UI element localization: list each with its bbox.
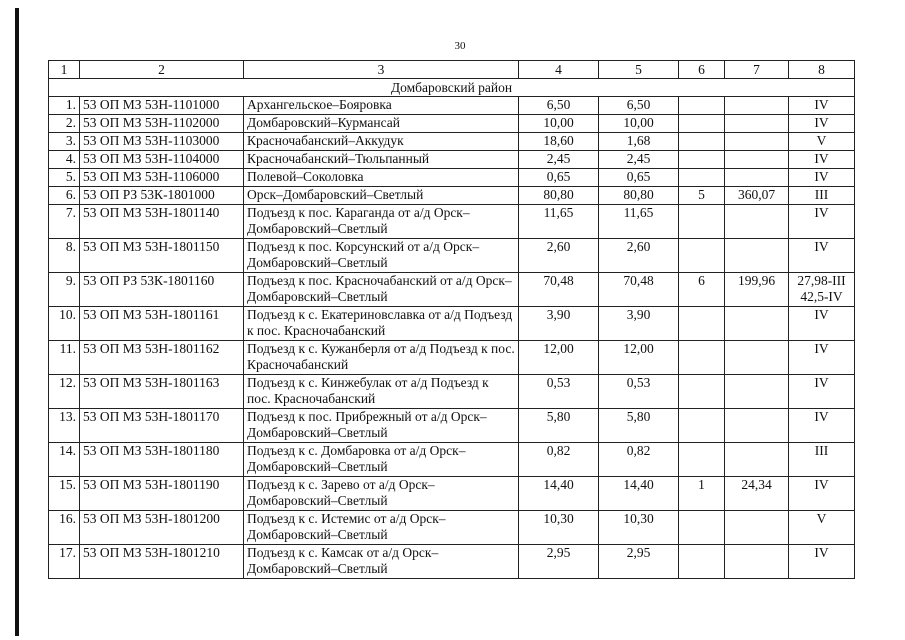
road-code: 53 ОП МЗ 53Н-1103000 [80, 133, 244, 151]
count-col6 [679, 151, 725, 169]
district-title: Домбаровский район [49, 79, 855, 97]
length-total: 0,82 [519, 443, 599, 477]
road-name: Подъезд к с. Домбаровка от а/д Орск–Домбаровский–Светлый [244, 443, 519, 477]
road-name: Полевой–Соколовка [244, 169, 519, 187]
road-code: 53 ОП РЗ 53К-1801160 [80, 273, 244, 307]
road-category: III [789, 443, 855, 477]
count-col6 [679, 133, 725, 151]
row-number: 9. [49, 273, 80, 307]
row-number: 11. [49, 341, 80, 375]
road-category: IV [789, 477, 855, 511]
row-number: 17. [49, 545, 80, 579]
length-col5: 14,40 [599, 477, 679, 511]
road-category: IV [789, 375, 855, 409]
page-number: 30 [454, 40, 466, 52]
length-col5: 2,95 [599, 545, 679, 579]
length-col7 [725, 169, 789, 187]
road-name: Орск–Домбаровский–Светлый [244, 187, 519, 205]
table-row [49, 443, 855, 477]
length-total: 0,53 [519, 375, 599, 409]
road-category: IV [789, 239, 855, 273]
count-col6 [679, 409, 725, 443]
length-col5: 6,50 [599, 97, 679, 115]
road-name: Красночабанский–Аккудук [244, 133, 519, 151]
length-total: 3,90 [519, 307, 599, 341]
header-cell: 6 [679, 61, 725, 79]
length-total: 14,40 [519, 477, 599, 511]
length-col7: 24,34 [725, 477, 789, 511]
length-total: 2,60 [519, 239, 599, 273]
table-row [49, 133, 855, 151]
row-number: 1. [49, 97, 80, 115]
table-row [49, 375, 855, 409]
count-col6 [679, 511, 725, 545]
count-col6 [679, 307, 725, 341]
length-col5: 10,30 [599, 511, 679, 545]
row-number: 13. [49, 409, 80, 443]
count-col6 [679, 375, 725, 409]
length-col7 [725, 511, 789, 545]
length-total: 10,00 [519, 115, 599, 133]
road-category: IV [789, 115, 855, 133]
length-col7 [725, 375, 789, 409]
road-name: Подъезд к с. Екатериновславка от а/д Подъезд к пос. Красночабанский [244, 307, 519, 341]
road-code: 53 ОП МЗ 53Н-1801170 [80, 409, 244, 443]
length-col5: 0,53 [599, 375, 679, 409]
road-code: 53 ОП МЗ 53Н-1801161 [80, 307, 244, 341]
length-col5: 5,80 [599, 409, 679, 443]
road-name: Подъезд к пос. Корсунский от а/д Орск–Домбаровский–Светлый [244, 239, 519, 273]
road-code: 53 ОП МЗ 53Н-1801200 [80, 511, 244, 545]
row-number: 4. [49, 151, 80, 169]
header-cell: 8 [789, 61, 855, 79]
road-name: Домбаровский–Курмансай [244, 115, 519, 133]
length-total: 2,95 [519, 545, 599, 579]
count-col6 [679, 169, 725, 187]
road-name: Подъезд к пос. Прибрежный от а/д Орск–Домбаровский–Светлый [244, 409, 519, 443]
road-category: IV [789, 409, 855, 443]
road-code: 53 ОП МЗ 53Н-1106000 [80, 169, 244, 187]
road-name: Подъезд к пос. Красночабанский от а/д Орск–Домбаровский–Светлый [244, 273, 519, 307]
road-code: 53 ОП МЗ 53Н-1801140 [80, 205, 244, 239]
road-name: Подъезд к с. Камсак от а/д Орск–Домбаровский–Светлый [244, 545, 519, 579]
row-number: 3. [49, 133, 80, 151]
table-row [49, 341, 855, 375]
length-col5: 70,48 [599, 273, 679, 307]
road-code: 53 ОП МЗ 53Н-1801150 [80, 239, 244, 273]
row-number: 6. [49, 187, 80, 205]
header-cell: 3 [244, 61, 519, 79]
road-category: IV [789, 169, 855, 187]
road-category: III [789, 187, 855, 205]
length-col5: 2,45 [599, 151, 679, 169]
table-row [49, 239, 855, 273]
length-col7 [725, 97, 789, 115]
road-name: Подъезд к с. Кужанберля от а/д Подъезд к пос. Красночабанский [244, 341, 519, 375]
length-col7: 360,07 [725, 187, 789, 205]
count-col6 [679, 545, 725, 579]
length-col7 [725, 239, 789, 273]
count-col6 [679, 115, 725, 133]
length-total: 2,45 [519, 151, 599, 169]
road-code: 53 ОП МЗ 53Н-1102000 [80, 115, 244, 133]
header-cell: 4 [519, 61, 599, 79]
count-col6: 6 [679, 273, 725, 307]
road-code: 53 ОП МЗ 53Н-1801180 [80, 443, 244, 477]
table-row [49, 187, 855, 205]
count-col6 [679, 239, 725, 273]
length-col7 [725, 205, 789, 239]
road-category: IV [789, 307, 855, 341]
length-col5: 0,82 [599, 443, 679, 477]
road-code: 53 ОП МЗ 53Н-1101000 [80, 97, 244, 115]
header-row [49, 61, 855, 79]
count-col6: 1 [679, 477, 725, 511]
header-cell: 1 [49, 61, 80, 79]
length-total: 18,60 [519, 133, 599, 151]
length-col5: 10,00 [599, 115, 679, 133]
road-code: 53 ОП МЗ 53Н-1801190 [80, 477, 244, 511]
table-row [49, 477, 855, 511]
row-number: 7. [49, 205, 80, 239]
count-col6 [679, 443, 725, 477]
length-col5: 2,60 [599, 239, 679, 273]
length-total: 70,48 [519, 273, 599, 307]
row-number: 14. [49, 443, 80, 477]
road-category: IV [789, 205, 855, 239]
row-number: 8. [49, 239, 80, 273]
table-row [49, 205, 855, 239]
length-col7 [725, 115, 789, 133]
length-col7 [725, 545, 789, 579]
length-total: 0,65 [519, 169, 599, 187]
length-col5: 3,90 [599, 307, 679, 341]
length-col5: 0,65 [599, 169, 679, 187]
road-name: Подъезд к с. Зарево от а/д Орск–Домбаровский–Светлый [244, 477, 519, 511]
district-row [49, 79, 855, 97]
road-category: V [789, 511, 855, 545]
road-code: 53 ОП МЗ 53Н-1104000 [80, 151, 244, 169]
road-category: IV [789, 151, 855, 169]
length-col5: 80,80 [599, 187, 679, 205]
count-col6: 5 [679, 187, 725, 205]
road-category: V [789, 133, 855, 151]
table-row [49, 169, 855, 187]
count-col6 [679, 97, 725, 115]
road-category: IV [789, 341, 855, 375]
scan-edge-bar [15, 8, 19, 636]
row-number: 5. [49, 169, 80, 187]
road-category: IV [789, 545, 855, 579]
header-cell: 2 [80, 61, 244, 79]
length-col7 [725, 151, 789, 169]
road-category: IV [789, 97, 855, 115]
table-row [49, 511, 855, 545]
length-col7 [725, 443, 789, 477]
length-col7 [725, 307, 789, 341]
table-row [49, 545, 855, 579]
length-total: 11,65 [519, 205, 599, 239]
length-total: 5,80 [519, 409, 599, 443]
road-category: 27,98-III 42,5-IV [789, 273, 855, 307]
roads-table [48, 60, 855, 579]
length-col7: 199,96 [725, 273, 789, 307]
table-row [49, 409, 855, 443]
length-total: 80,80 [519, 187, 599, 205]
length-total: 12,00 [519, 341, 599, 375]
count-col6 [679, 341, 725, 375]
table-row [49, 273, 855, 307]
length-col5: 11,65 [599, 205, 679, 239]
row-number: 2. [49, 115, 80, 133]
header-cell: 5 [599, 61, 679, 79]
length-col7 [725, 409, 789, 443]
count-col6 [679, 205, 725, 239]
road-name: Красночабанский–Тюльпанный [244, 151, 519, 169]
road-code: 53 ОП МЗ 53Н-1801163 [80, 375, 244, 409]
road-name: Подъезд к пос. Караганда от а/д Орск–Домбаровский–Светлый [244, 205, 519, 239]
table-row [49, 151, 855, 169]
length-col5: 1,68 [599, 133, 679, 151]
road-name: Подъезд к с. Кинжебулак от а/д Подъезд к пос. Красночабанский [244, 375, 519, 409]
header-cell: 7 [725, 61, 789, 79]
road-name: Архангельское–Бояровка [244, 97, 519, 115]
road-code: 53 ОП МЗ 53Н-1801162 [80, 341, 244, 375]
road-code: 53 ОП РЗ 53К-1801000 [80, 187, 244, 205]
length-col7 [725, 133, 789, 151]
row-number: 12. [49, 375, 80, 409]
row-number: 10. [49, 307, 80, 341]
length-col7 [725, 341, 789, 375]
road-code: 53 ОП МЗ 53Н-1801210 [80, 545, 244, 579]
row-number: 15. [49, 477, 80, 511]
table-row [49, 307, 855, 341]
table-row [49, 115, 855, 133]
row-number: 16. [49, 511, 80, 545]
road-name: Подъезд к с. Истемис от а/д Орск–Домбаровский–Светлый [244, 511, 519, 545]
table-row [49, 97, 855, 115]
length-col5: 12,00 [599, 341, 679, 375]
length-total: 6,50 [519, 97, 599, 115]
length-total: 10,30 [519, 511, 599, 545]
